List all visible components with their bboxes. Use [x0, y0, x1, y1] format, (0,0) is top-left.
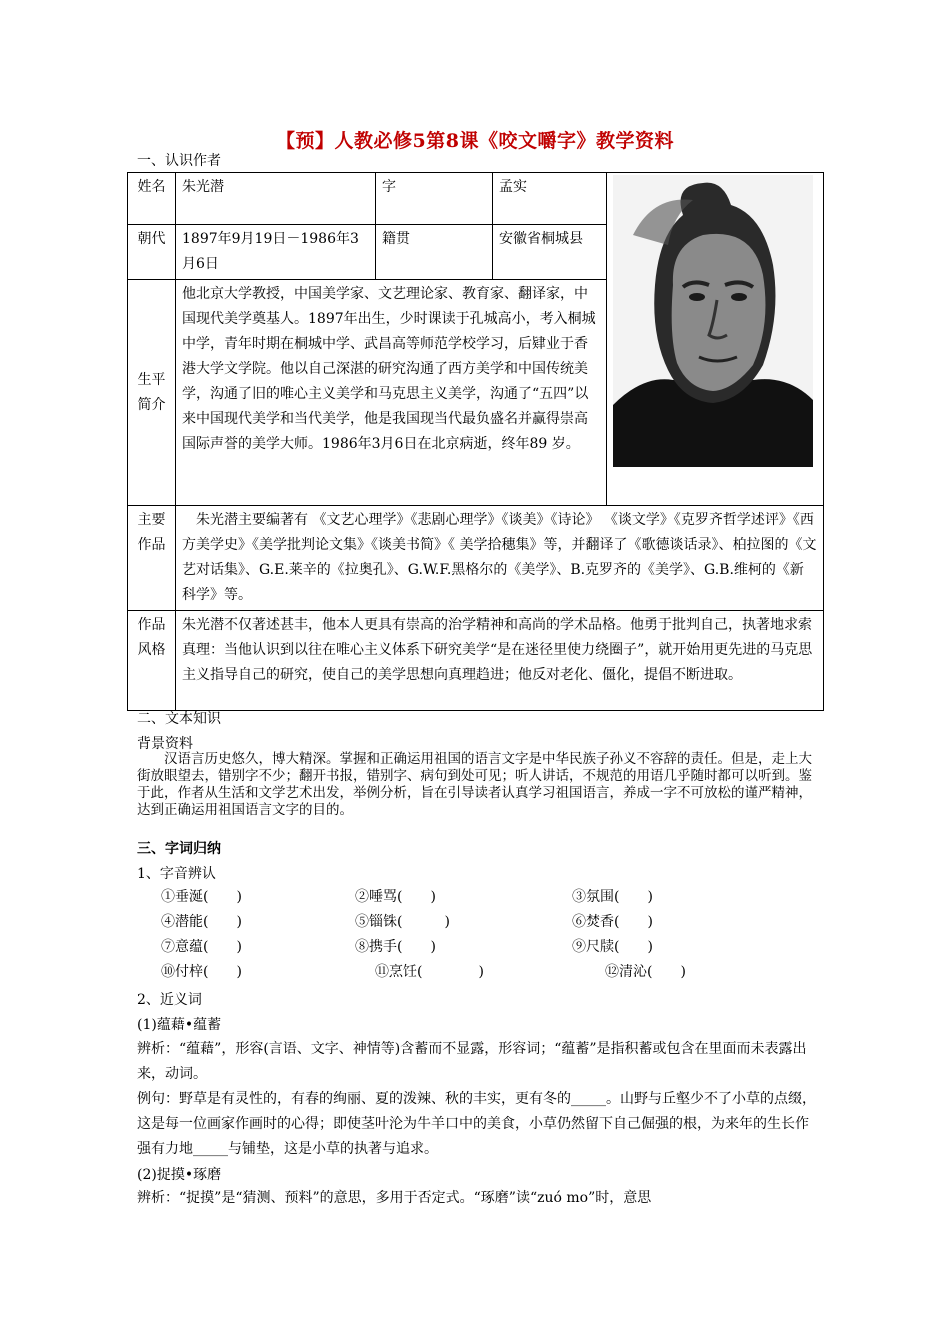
author-info-table	[127, 172, 824, 711]
author-origin: 安徽省桐城县	[493, 225, 607, 280]
pron-item-7: ⑦意蕴( )	[161, 939, 242, 955]
synonym-1-heading: (1)蕴藉•蕴蓄	[137, 1017, 222, 1033]
label-works: 主要作品	[128, 506, 176, 611]
section-heading-text: 二、文本知识	[137, 711, 221, 727]
author-name: 朱光潜	[176, 173, 376, 225]
label-name: 姓名	[128, 173, 176, 225]
author-works: 朱光潜主要编著有 《文艺心理学》《悲剧心理学》《谈美》《诗论》 《谈文学》《克罗齐哲学述评》《西方美学史》《美学批判论文集》《谈美书简》《 美学拾穗集》等，并翻译了《歌德谈话录》、柏拉图的《文艺对话集》、G.E.莱辛的《拉奥孔》、G.W.F.黑格尔的《美学》、B.克罗齐的《美学》、G.B.维柯的《新科学》等。	[176, 506, 824, 611]
synonym-1-analysis: 辨析：“蕴藉”，形容(言语、文字、神情等)含蓄而不显露，形容词；“蕴蓄”是指积蓄或包含在里面而未表露出来，动词。	[137, 1041, 807, 1082]
pron-item-12: ⑫清沁( )	[605, 964, 686, 980]
label-style: 作品风格	[128, 611, 176, 711]
pron-item-6: ⑥焚香( )	[572, 914, 653, 930]
background-label: 背景资料	[137, 736, 193, 752]
pron-item-11: ⑪烹饪( )	[375, 964, 484, 980]
background-text: 汉语言历史悠久，博大精深。掌握和正确运用祖国的语言文字是中华民族子孙义不容辞的责任。但是，走上大街放眼望去，错别字不少；翻开书报，错别字、病句到处可见；听人讲话，不规范的用语几乎随时都可以听到。鉴于此，作者从生活和文学艺术出发，举例分析，旨在引导读者认真学习祖国语言，养成一字不可放松的谨严精神，达到正确运用祖国语言文字的目的。	[137, 751, 812, 818]
pron-item-10: ⑩付梓( )	[161, 964, 242, 980]
label-zi: 字	[376, 173, 493, 225]
photo-cell	[607, 173, 824, 506]
pronunciation-label: 1、字音辨认	[137, 866, 216, 882]
label-origin: 籍贯	[376, 225, 493, 280]
pron-item-8: ⑧携手( )	[355, 939, 436, 955]
author-era: 1897年9月19日－1986年3月6日	[176, 225, 376, 280]
synonym-label: 2、近义词	[137, 992, 202, 1008]
pron-item-1: ①垂涎( )	[161, 889, 242, 905]
author-zi: 孟实	[493, 173, 607, 225]
author-style: 朱光潜不仅著述甚丰，他本人更具有崇高的治学精神和高尚的学术品格。他勇于批判自己，执著地求索真理：当他认识到以往在唯心主义体系下研究美学“是在迷径里使力绕圈子”，就开始用更先进的马克思主义指导自己的研究，使自己的美学思想向真理趋进；他反对老化、僵化，提倡不断进取。	[176, 611, 824, 711]
label-bio: 生平简介	[128, 280, 176, 506]
pron-item-3: ③氛围( )	[572, 889, 653, 905]
pron-item-2: ②唾骂( )	[355, 889, 436, 905]
synonym-2-analysis: 辨析：“捉摸”是“猜测、预料”的意思，多用于否定式。“琢磨”读“zuó mo”时，意思	[137, 1190, 652, 1206]
label-era: 朝代	[128, 225, 176, 280]
section-heading-words: 三、字词归纳	[137, 841, 221, 857]
author-bio: 他北京大学教授，中国美学家、文艺理论家、教育家、翻译家，中国现代美学奠基人。1897年出生，少时课读于孔城高小，考入桐城中学，青年时期在桐城中学、武昌高等师范学校学习，后肄业于香港大学文学院。他以自己深湛的研究沟通了西方美学和中国传统美学，沟通了旧的唯心主义美学和马克思主义美学，沟通了“五四”以来中国现代美学和当代美学，他是我国现当代最负盛名并赢得崇高国际声誉的美学大师。1986年3月6日在北京病逝，终年89 岁。	[176, 280, 607, 506]
pron-item-9: ⑨尺牍( )	[572, 939, 653, 955]
synonym-1-example: 例句：野草是有灵性的，有春的绚丽、夏的泼辣、秋的丰实，更有冬的_____。山野与丘壑少不了小草的点缀，这是每一位画家作画时的心得；即使茎叶沦为牛羊口中的美食，小草仍然留下自己倔强的根，为来年的生长作强有力地_____与铺垫，这是小草的执著与追求。	[137, 1091, 816, 1157]
pron-item-5: ⑤锱铢( )	[355, 914, 450, 930]
pron-item-4: ④潜能( )	[161, 914, 242, 930]
section-heading-author: 一、认识作者	[137, 153, 221, 169]
author-portrait-image	[613, 175, 813, 467]
document-title: 【预】人教必修5第8课《咬文嚼字》教学资料	[276, 130, 674, 152]
synonym-2-heading: (2)捉摸•琢磨	[137, 1167, 222, 1183]
